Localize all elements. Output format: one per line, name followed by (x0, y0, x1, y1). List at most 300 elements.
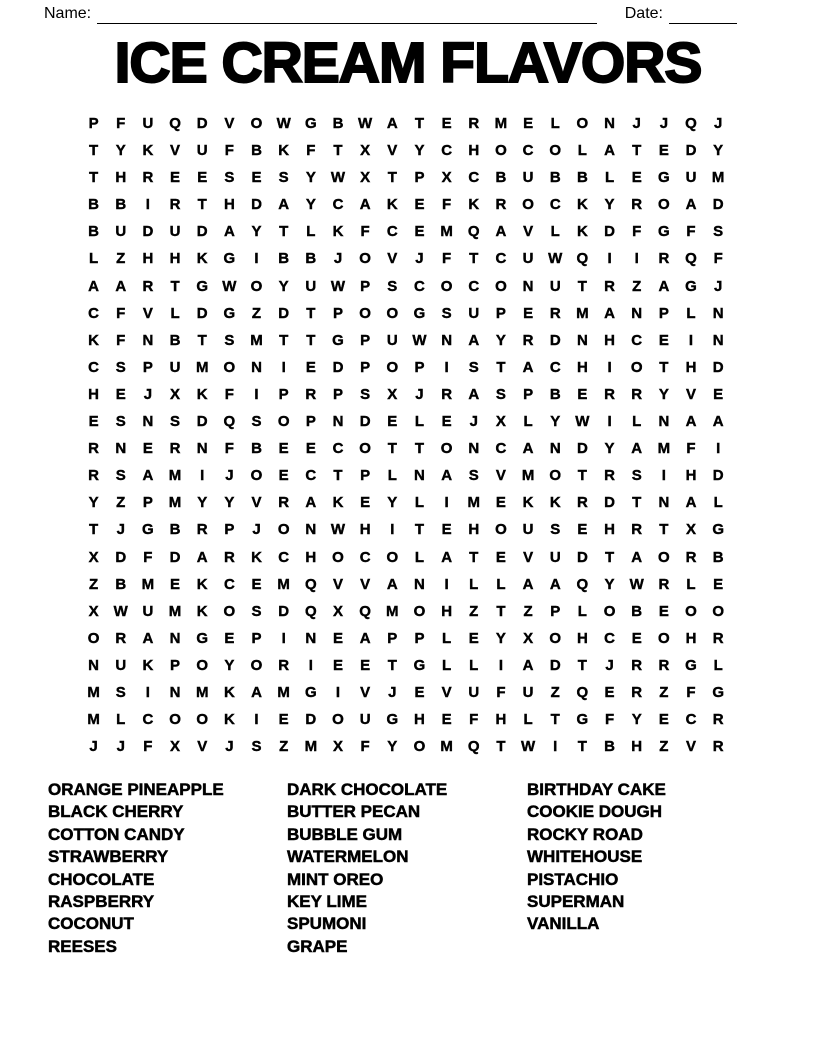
grid-letter: T (469, 250, 479, 268)
grid-letter: S (550, 521, 561, 539)
grid-letter: P (550, 602, 561, 620)
grid-row (80, 327, 732, 354)
grid-letter: A (305, 494, 317, 512)
grid-letter: M (467, 494, 481, 512)
grid-letter: A (441, 467, 453, 485)
grid-letter: P (88, 115, 99, 132)
grid-letter: H (685, 629, 697, 647)
grid-letter: V (224, 115, 235, 132)
grid-letter: H (685, 467, 697, 485)
grid-letter: E (523, 304, 534, 322)
grid-letter: U (196, 142, 208, 160)
grid-letter: G (196, 629, 209, 647)
grid-letter: H (468, 521, 480, 539)
grid-letter: Y (305, 169, 316, 187)
grid-letter: K (223, 711, 235, 729)
grid-letter: O (685, 602, 697, 620)
grid-letter: B (495, 169, 507, 187)
grid-letter: E (251, 169, 262, 187)
grid-letter: B (251, 142, 262, 160)
grid-letter: P (495, 304, 506, 322)
grid-letter: M (277, 575, 290, 593)
grid-letter: R (631, 683, 643, 701)
header (44, 4, 737, 24)
grid-letter: N (576, 331, 588, 349)
grid-letter: R (658, 250, 670, 268)
word-list-column (287, 779, 527, 958)
grid-letter: Q (169, 115, 181, 132)
grid-letter: F (306, 142, 316, 160)
grid-letter: C (386, 223, 398, 241)
grid-letter: Q (576, 575, 589, 593)
word-item: REESES (48, 936, 117, 956)
grid-letter: K (522, 494, 534, 512)
grid-letter: L (88, 250, 99, 268)
grid-letter: S (360, 385, 371, 403)
grid-letter: Q (576, 250, 589, 268)
grid-letter: E (713, 385, 724, 403)
grid-letter: Q (685, 115, 697, 132)
grid-letter: L (577, 142, 587, 160)
grid-letter: E (658, 711, 669, 729)
grid-letter: M (657, 440, 671, 458)
word-item: RASPBERRY (48, 892, 155, 912)
word-item: DARK CHOCOLATE (287, 780, 448, 799)
grid-letter: P (360, 358, 371, 376)
grid-letter: G (304, 115, 317, 132)
grid-letter: R (604, 467, 615, 485)
grid-letter: C (332, 440, 344, 458)
grid-letter: R (631, 521, 643, 539)
grid-letter: B (631, 602, 643, 620)
word-item: BUBBLE GUM (287, 824, 403, 844)
grid-letter: Y (88, 494, 99, 512)
grid-letter: R (522, 331, 534, 349)
grid-letter: W (629, 575, 644, 593)
grid-letter: L (414, 548, 425, 566)
grid-letter: R (549, 304, 561, 322)
word-item: STRAWBERRY (48, 847, 169, 867)
grid-letter: S (224, 331, 235, 349)
grid-letter: A (631, 440, 643, 458)
grid-letter: O (386, 548, 399, 566)
grid-letter: M (168, 494, 182, 512)
grid-letter: M (250, 331, 263, 349)
grid-row (80, 625, 732, 652)
word-item: WHITEHOUSE (527, 847, 643, 867)
grid-letter: T (333, 467, 343, 485)
grid-letter: C (359, 548, 371, 566)
grid-letter: O (250, 115, 263, 132)
grid-letter: P (224, 521, 235, 539)
grid-letter: X (686, 521, 697, 539)
grid-letter: K (386, 196, 398, 214)
grid-letter: L (604, 169, 615, 187)
grid-letter: L (442, 656, 452, 674)
grid-letter: G (413, 656, 426, 674)
word-item: VANILLA (527, 914, 600, 934)
name-blank-line (97, 7, 597, 24)
grid-letter: V (523, 223, 534, 241)
grid-letter: E (658, 331, 669, 349)
grid-letter: L (686, 575, 696, 593)
grid-letter: O (630, 358, 643, 376)
grid-letter: C (414, 277, 425, 295)
grid-letter: V (495, 467, 506, 485)
grid-letter: E (658, 142, 669, 160)
grid-letter: N (169, 683, 181, 701)
grid-letter: F (143, 548, 153, 566)
grid-letter: E (495, 548, 506, 566)
grid-letter: V (686, 738, 697, 756)
grid-letter: T (550, 711, 560, 729)
grid-letter: J (388, 683, 397, 701)
grid-row (80, 164, 732, 191)
grid-letter: E (88, 413, 99, 431)
grid-letter: V (170, 142, 181, 160)
grid-letter: E (631, 629, 642, 647)
grid-letter: F (224, 142, 234, 160)
grid-letter: S (115, 413, 126, 431)
grid-letter: Q (304, 602, 317, 620)
grid-letter: J (605, 656, 614, 674)
grid-letter: V (197, 738, 208, 756)
grid-letter: K (332, 223, 344, 241)
grid-letter: W (330, 521, 346, 539)
grid-letter: U (142, 115, 154, 132)
grid-letter: X (332, 738, 343, 756)
grid-letter: U (522, 683, 534, 701)
grid-letter: N (88, 656, 99, 674)
grid-letter: C (88, 304, 99, 322)
grid-letter: R (712, 629, 724, 647)
grid-letter: Z (469, 602, 479, 620)
grid-letter: F (713, 250, 723, 268)
grid-letter: T (197, 196, 207, 214)
grid-letter: H (468, 142, 480, 160)
grid-letter: A (658, 277, 670, 295)
grid-letter: A (468, 331, 480, 349)
grid-letter: I (335, 683, 341, 701)
grid-letter: F (686, 683, 696, 701)
grid-letter: X (441, 169, 452, 187)
word-item: SUPERMAN (527, 892, 625, 912)
grid-letter: G (332, 331, 344, 349)
grid-letter: D (278, 602, 290, 620)
grid-row (80, 110, 732, 137)
grid-letter: H (359, 521, 371, 539)
grid-letter: R (142, 277, 154, 295)
grid-letter: M (386, 602, 399, 620)
grid-letter: D (712, 196, 724, 214)
grid-letter: K (142, 142, 154, 160)
grid-letter: W (113, 602, 128, 620)
grid-letter: E (360, 494, 371, 512)
grid-letter: U (522, 169, 534, 187)
grid-letter: A (468, 385, 480, 403)
grid-letter: F (686, 440, 696, 458)
word-item: BUTTER PECAN (287, 802, 421, 822)
grid-letter: A (386, 575, 398, 593)
grid-letter: E (332, 629, 343, 647)
grid-letter: H (88, 385, 99, 403)
grid-letter: B (549, 169, 561, 187)
grid-letter: B (115, 575, 127, 593)
grid-row (80, 489, 732, 516)
grid-letter: B (115, 196, 127, 214)
grid-letter: F (360, 223, 370, 241)
grid-letter: Q (359, 602, 371, 620)
grid-letter: C (495, 250, 507, 268)
grid-letter: L (414, 413, 425, 431)
grid-letter: H (576, 629, 588, 647)
grid-letter: O (277, 521, 290, 539)
grid-letter: P (142, 358, 153, 376)
grid-letter: J (89, 738, 98, 756)
grid-letter: N (441, 331, 453, 349)
grid-letter: M (440, 223, 453, 241)
grid-letter: G (196, 277, 209, 295)
grid-letter: O (250, 277, 263, 295)
grid-letter: P (142, 494, 153, 512)
grid-letter: E (142, 440, 153, 458)
grid-letter: E (441, 521, 452, 539)
word-item: MINT OREO (287, 869, 384, 889)
grid-letter: P (414, 629, 425, 647)
grid-letter: O (87, 629, 100, 647)
grid-letter: R (658, 575, 670, 593)
grid-letter: K (142, 656, 154, 674)
grid-letter: K (468, 196, 480, 214)
grid-letter: I (444, 358, 449, 376)
grid-letter: I (634, 250, 639, 268)
grid-letter: A (251, 683, 262, 701)
grid-letter: H (685, 358, 697, 376)
grid-letter: M (87, 711, 100, 729)
grid-letter: I (308, 656, 313, 674)
grid-letter: H (604, 331, 615, 349)
grid-letter: Y (658, 385, 669, 403)
grid-letter: U (115, 656, 127, 674)
grid-letter: J (714, 115, 723, 132)
grid-letter: O (440, 440, 453, 458)
grid-letter: I (254, 385, 259, 403)
word-item: COCONUT (48, 914, 134, 934)
grid-letter: K (196, 575, 208, 593)
word-item: ORANGE PINEAPPLE (48, 780, 224, 799)
grid-letter: S (224, 169, 235, 187)
grid-letter: U (549, 277, 561, 295)
grid-letter: F (442, 196, 452, 214)
grid-letter: J (116, 738, 125, 756)
grid-letter: X (88, 602, 99, 620)
grid-letter: F (632, 223, 642, 241)
grid-row (80, 435, 732, 462)
grid-letter: T (306, 304, 316, 322)
grid-letter: N (414, 575, 425, 593)
grid-letter: Y (305, 196, 316, 214)
grid-letter: I (553, 738, 558, 756)
grid-letter: A (685, 413, 697, 431)
grid-letter: P (658, 304, 669, 322)
grid-letter: O (549, 142, 562, 160)
grid-letter: H (169, 250, 181, 268)
grid-row (80, 462, 732, 489)
word-item: COOKIE DOUGH (527, 802, 663, 822)
grid-letter: D (576, 440, 588, 458)
grid-letter: K (332, 494, 344, 512)
grid-letter: T (414, 440, 425, 458)
grid-letter: N (712, 331, 724, 349)
grid-letter: E (495, 494, 506, 512)
grid-letter: W (276, 115, 291, 132)
grid-letter: X (360, 169, 371, 187)
grid-letter: K (223, 683, 235, 701)
grid-letter: I (688, 331, 694, 349)
grid-letter: D (196, 413, 208, 431)
grid-letter: N (658, 413, 670, 431)
grid-letter: H (604, 521, 615, 539)
grid-letter: J (659, 115, 669, 132)
grid-letter: T (659, 358, 669, 376)
word-item: KEY LIME (287, 892, 367, 912)
grid-letter: O (440, 277, 453, 295)
grid-letter: E (224, 629, 235, 647)
grid-letter: U (522, 250, 534, 268)
grid-letter: Y (278, 277, 289, 295)
grid-letter: V (332, 575, 343, 593)
grid-letter: C (142, 711, 154, 729)
grid-letter: Z (550, 683, 560, 701)
grid-letter: G (223, 304, 236, 322)
word-list-column (48, 779, 287, 958)
grid-letter: X (523, 629, 534, 647)
grid-letter: H (631, 738, 643, 756)
grid-letter: W (412, 331, 427, 349)
grid-letter: V (142, 304, 153, 322)
grid-letter: E (414, 196, 425, 214)
grid-letter: R (604, 385, 615, 403)
grid-row (80, 516, 732, 543)
grid-letter: K (251, 548, 262, 566)
grid-letter: C (468, 169, 480, 187)
grid-letter: O (332, 711, 344, 729)
grid-letter: T (279, 223, 289, 241)
grid-letter: D (142, 223, 154, 241)
grid-letter: G (685, 656, 697, 674)
grid-letter: D (359, 413, 371, 431)
word-item: SPUMONI (287, 914, 367, 934)
grid-letter: T (414, 115, 425, 132)
grid-letter: E (713, 575, 724, 593)
grid-letter: F (469, 711, 479, 729)
grid-letter: N (549, 440, 561, 458)
grid-letter: R (169, 196, 181, 214)
grid-letter: E (197, 169, 208, 187)
grid-letter: A (88, 277, 99, 295)
grid-letter: I (444, 575, 449, 593)
grid-letter: I (607, 250, 612, 268)
grid-letter: O (277, 413, 290, 431)
grid-letter: R (88, 467, 99, 485)
grid-letter: S (495, 385, 506, 403)
grid-letter: T (387, 656, 397, 674)
grid-letter: G (304, 683, 317, 701)
grid-letter: N (631, 304, 643, 322)
grid-letter: K (196, 385, 208, 403)
grid-row (80, 273, 732, 300)
grid-letter: C (223, 575, 235, 593)
grid-letter: P (360, 331, 371, 349)
grid-letter: N (142, 331, 154, 349)
grid-letter: Q (223, 413, 236, 431)
grid-letter: Y (414, 142, 425, 160)
grid-letter: I (607, 413, 612, 431)
grid-letter: F (116, 331, 126, 349)
grid-letter: B (88, 223, 99, 241)
grid-letter: E (115, 385, 126, 403)
grid-letter: O (196, 656, 209, 674)
grid-letter: P (251, 629, 262, 647)
grid-letter: K (88, 331, 99, 349)
grid-letter: J (469, 413, 478, 431)
word-item: COTTON CANDY (48, 824, 185, 844)
grid-letter: T (577, 277, 587, 295)
grid-letter: E (387, 413, 398, 431)
grid-letter: P (360, 467, 371, 485)
grid-letter: X (170, 385, 181, 403)
grid-letter: E (414, 223, 425, 241)
grid-letter: R (604, 277, 615, 295)
grid-letter: E (523, 115, 534, 132)
grid-letter: A (712, 413, 724, 431)
grid-letter: W (222, 277, 237, 295)
grid-letter: Y (604, 575, 615, 593)
grid-letter: J (116, 521, 125, 539)
word-item: ROCKY ROAD (527, 824, 643, 844)
grid-letter: S (115, 683, 126, 701)
grid-letter: U (468, 304, 480, 322)
word-search-grid (80, 110, 732, 760)
grid-letter: I (281, 629, 286, 647)
grid-letter: O (386, 304, 399, 322)
grid-letter: B (576, 169, 588, 187)
grid-letter: D (251, 196, 262, 214)
grid-letter: N (414, 467, 425, 485)
word-item: PISTACHIO (527, 869, 619, 889)
grid-letter: V (360, 683, 371, 701)
grid-letter: I (145, 683, 150, 701)
grid-letter: C (549, 358, 561, 376)
grid-letter: J (333, 250, 343, 268)
grid-letter: O (522, 196, 534, 214)
grid-letter: X (360, 142, 371, 160)
grid-letter: C (88, 358, 99, 376)
grid-letter: V (686, 385, 697, 403)
grid-letter: T (469, 548, 479, 566)
grid-letter: K (549, 494, 561, 512)
grid-letter: A (604, 304, 615, 322)
grid-letter: A (115, 277, 127, 295)
grid-letter: O (250, 467, 263, 485)
grid-letter: O (658, 196, 670, 214)
grid-letter: D (196, 115, 208, 132)
grid-letter: Y (224, 656, 235, 674)
grid-letter: Y (115, 142, 126, 160)
grid-letter: O (495, 142, 507, 160)
grid-letter: S (251, 602, 262, 620)
grid-letter: I (254, 250, 259, 268)
